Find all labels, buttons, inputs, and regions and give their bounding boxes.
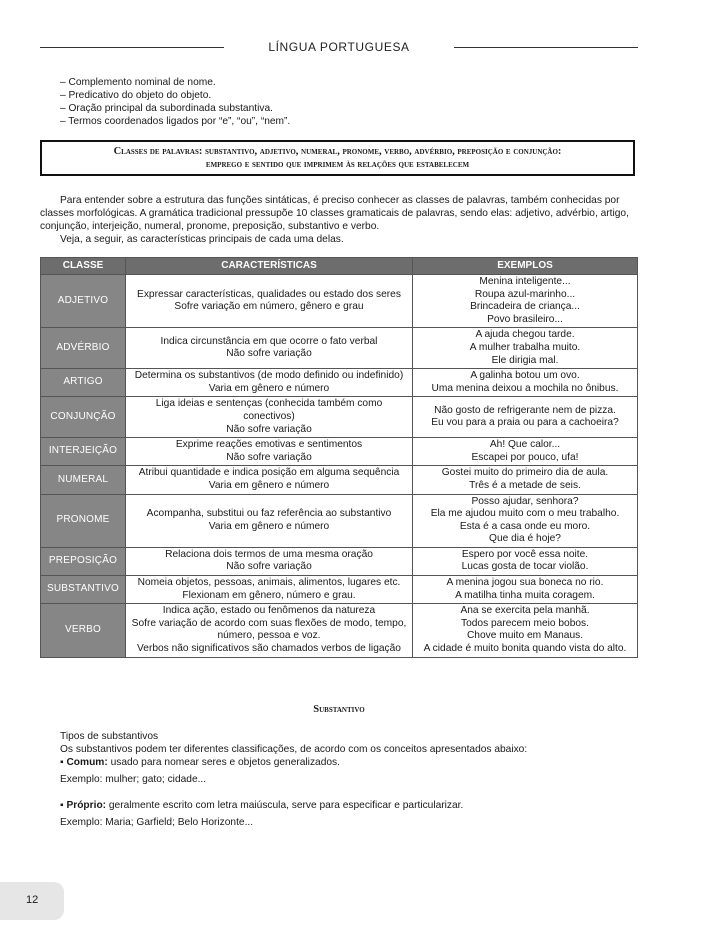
table-row — [41, 576, 638, 604]
table-row — [41, 275, 638, 328]
exemplo-line: Que dia é hoje? — [489, 533, 561, 545]
header-caracteristicas: CARACTERÍSTICAS — [126, 258, 413, 275]
caracteristica-line: Flexionam em gênero, número e grau. — [182, 589, 356, 601]
table-row — [41, 397, 638, 438]
section-title: Substantivo — [313, 704, 365, 715]
table-row — [41, 438, 638, 466]
exemplo-line: Três é a metade de seis. — [469, 479, 581, 491]
exemplos-cell — [413, 397, 638, 438]
caracteristica-line: Verbos não significativos são chamados verbos de ligação — [137, 643, 401, 655]
caracteristica-line: Sofre variação em número, gênero e grau — [174, 301, 364, 313]
exemplo-line: Escapei por pouco, ufa! — [471, 451, 579, 463]
caracteristica-line: Varia em gênero e número — [208, 382, 330, 394]
exemplo-line: A matilha tinha muita coragem. — [455, 589, 595, 601]
term-list — [60, 76, 620, 128]
exemplos-cell — [413, 576, 638, 604]
topic-box — [40, 140, 635, 176]
caracteristicas-cell — [126, 275, 413, 328]
caracteristicas-cell — [126, 438, 413, 466]
exemplo-line: Eu vou para a praia ou para a cachoeira? — [431, 417, 619, 429]
intro-text — [40, 194, 640, 246]
exemplo-line: Posso ajudar, senhora? — [471, 495, 579, 507]
comum-example: Exemplo: mulher; gato; cidade... — [60, 774, 207, 785]
intro-paragraph: Para entender sobre a estrutura das funções sintáticas, é preciso conhecer as classes de palavras, também conhecidas por classes morfológicas. A gramática tradicional pressupõe 10 classes gramaticais de palavras, sendo elas: adjetivo, advérbio, artigo, conjunção, interjeição, numeral, pronome, preposição, substantivo e verbo. — [40, 195, 629, 232]
caracteristicas-cell — [126, 328, 413, 369]
exemplos-cell — [413, 438, 638, 466]
classe-cell: PREPOSIÇÃO — [41, 547, 126, 575]
table-row — [41, 547, 638, 575]
caracteristica-line: número, pessoa e voz. — [217, 630, 321, 642]
proprio-label: ▪ Próprio: — [60, 800, 107, 811]
exemplo-line: A cidade é muito bonita quando vista do alto. — [423, 643, 627, 655]
table-row — [41, 604, 638, 657]
table-body — [41, 275, 638, 658]
section-line: Os substantivos podem ter diferentes classificações, de acordo com os conceitos apresentados abaixo: — [60, 744, 528, 755]
section-line: Tipos de substantivos — [60, 731, 159, 742]
caracteristica-line: Indica ação, estado ou fenômenos da natureza — [162, 605, 376, 617]
exemplos-cell — [413, 547, 638, 575]
list-item: – Oração principal da subordinada substantiva. — [60, 103, 273, 114]
caracteristicas-cell — [126, 604, 413, 657]
classe-cell: NUMERAL — [41, 466, 126, 494]
exemplo-line: Espero por você essa noite. — [461, 548, 589, 560]
topic-box-line2: emprego e sentido que imprimem às relações que estabelecem — [205, 159, 470, 170]
exemplo-line: Esta é a casa onde eu moro. — [459, 520, 591, 532]
caracteristica-line: Determina os substantivos (de modo definido ou indefinido) — [134, 370, 404, 382]
classe-cell: CONJUNÇÃO — [41, 397, 126, 438]
exemplo-line: Gostei muito do primeiro dia de aula. — [441, 467, 609, 479]
exemplo-line: Lucas gosta de tocar violão. — [461, 561, 589, 573]
comum-label: ▪ Comum: — [60, 757, 108, 768]
header-exemplos: EXEMPLOS — [413, 258, 638, 275]
comum-text: usado para nomear seres e objetos generalizados. — [107, 757, 340, 768]
classe-cell: ADVÉRBIO — [41, 328, 126, 369]
caracteristica-line: Não sofre variação — [226, 561, 312, 573]
header-rule-left — [40, 47, 224, 48]
proprio-example: Exemplo: Maria; Garfield; Belo Horizonte... — [60, 817, 254, 828]
proprio-text: geralmente escrito com letra maiúscula, serve para especificar e particularizar. — [106, 800, 464, 811]
classe-cell: VERBO — [41, 604, 126, 657]
caracteristica-line: Não sofre variação — [226, 348, 312, 360]
caracteristica-line: Relaciona dois termos de uma mesma oração — [165, 548, 373, 560]
exemplos-cell — [413, 369, 638, 397]
exemplo-line: Chove muito em Manaus. — [466, 630, 584, 642]
exemplo-line: Ana se exercita pela manhã. — [460, 605, 590, 617]
classe-cell: PRONOME — [41, 494, 126, 547]
exemplo-line: Brincadeira de criança... — [470, 301, 580, 313]
exemplo-line: Não gosto de refrigerante nem de pizza. — [434, 404, 616, 416]
table-row — [41, 494, 638, 547]
page-number: 12 — [26, 894, 39, 906]
exemplos-cell — [413, 328, 638, 369]
list-item: – Termos coordenados ligados por “e”, “ou”, “nem”. — [60, 116, 291, 127]
exemplos-cell — [413, 604, 638, 657]
caracteristicas-cell — [126, 547, 413, 575]
caracteristica-line: Liga ideias e sentenças (conhecida também como conectivos) — [155, 398, 383, 422]
exemplo-line: A galinha botou um ovo. — [470, 370, 580, 382]
caracteristica-line: Acompanha, substitui ou faz referência ao substantivo — [146, 508, 392, 520]
proprio-definition — [60, 799, 463, 812]
page-header-title: LÍNGUA PORTUGUESA — [268, 40, 410, 54]
caracteristica-line: Sofre variação de acordo com suas flexões de modo, tempo, — [131, 617, 407, 629]
classe-cell: ARTIGO — [41, 369, 126, 397]
classe-cell: SUBSTANTIVO — [41, 576, 126, 604]
classe-cell: ADJETIVO — [41, 275, 126, 328]
caracteristica-line: Não sofre variação — [226, 451, 312, 463]
exemplos-cell — [413, 466, 638, 494]
caracteristicas-cell — [126, 397, 413, 438]
exemplo-line: Ah! Que calor... — [489, 439, 561, 451]
list-item: – Predicativo do objeto do objeto. — [60, 90, 212, 101]
exemplo-line: Uma menina deixou a mochila no ônibus. — [431, 382, 619, 394]
header-rule-right — [454, 47, 638, 48]
word-classes-table — [40, 257, 638, 658]
caracteristica-line: Exprime reações emotivas e sentimentos — [175, 439, 363, 451]
caracteristicas-cell — [126, 576, 413, 604]
comum-definition — [60, 756, 340, 769]
exemplo-line: Roupa azul-marinho... — [474, 288, 576, 300]
caracteristica-line: Não sofre variação — [226, 423, 312, 435]
table-row — [41, 369, 638, 397]
exemplo-line: A menina jogou sua boneca no rio. — [446, 577, 604, 589]
topic-box-line1: Classes de palavras: substantivo, adjetivo, numeral, pronome, verbo, advérbio, preposição e conjunção: — [113, 146, 562, 157]
caracteristica-line: Varia em gênero e número — [208, 520, 330, 532]
caracteristicas-cell — [126, 466, 413, 494]
list-item: – Complemento nominal de nome. — [60, 77, 216, 88]
caracteristica-line: Atribui quantidade e indica posição em alguma sequência — [138, 467, 400, 479]
caracteristica-line: Varia em gênero e número — [208, 479, 330, 491]
exemplos-cell — [413, 494, 638, 547]
exemplos-cell — [413, 275, 638, 328]
caracteristica-line: Indica circunstância em que ocorre o fato verbal — [160, 335, 378, 347]
caracteristica-line: Nomeia objetos, pessoas, animais, alimentos, lugares etc. — [137, 577, 401, 589]
intro-paragraph: Veja, a seguir, as características principais de cada uma delas. — [60, 234, 344, 245]
caracteristicas-cell — [126, 369, 413, 397]
classe-cell: INTERJEIÇÃO — [41, 438, 126, 466]
exemplo-line: Ele dirigia mal. — [491, 354, 559, 366]
exemplo-line: Menina inteligente... — [479, 276, 571, 287]
header-classe: CLASSE — [41, 258, 126, 275]
exemplo-line: Ela me ajudou muito com o meu trabalho. — [430, 508, 620, 520]
exemplo-line: Todos parecem meio bobos. — [461, 617, 589, 629]
exemplo-line: A mulher trabalha muito. — [469, 341, 581, 353]
table-row — [41, 466, 638, 494]
caracteristica-line: Expressar características, qualidades ou estado dos seres — [137, 288, 401, 300]
exemplo-line: Povo brasileiro... — [487, 313, 563, 325]
caracteristicas-cell — [126, 494, 413, 547]
table-row — [41, 328, 638, 369]
table-header-row — [41, 258, 638, 275]
exemplo-line: A ajuda chegou tarde. — [475, 329, 575, 341]
